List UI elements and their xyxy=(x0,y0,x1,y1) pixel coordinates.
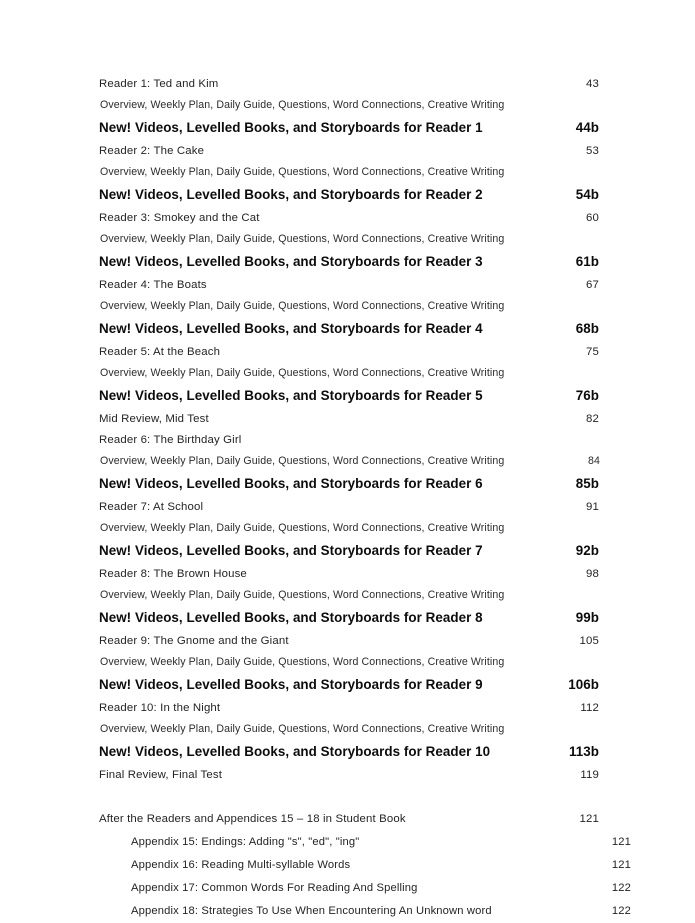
toc-sections-entry xyxy=(99,518,600,538)
toc-review-entry xyxy=(99,409,599,430)
toc-entry-page-number: 106b xyxy=(568,677,599,692)
toc-entry-page-number: 112 xyxy=(580,702,599,714)
toc-reader-entry xyxy=(99,208,599,229)
toc-entry-label: Appendix 16: Reading Multi-syllable Words xyxy=(131,859,351,871)
toc-entry-page-number: 67 xyxy=(586,279,599,291)
toc-entry-label: Reader 5: At the Beach xyxy=(99,346,221,358)
toc-entry-label: New! Videos, Levelled Books, and Storyboards for Reader 4 xyxy=(99,321,483,336)
toc-entry-label: New! Videos, Levelled Books, and Storyboards for Reader 6 xyxy=(99,476,483,491)
toc-entry-label: Overview, Weekly Plan, Daily Guide, Questions, Word Connections, Creative Writing xyxy=(100,99,505,111)
toc-entry-label: New! Videos, Levelled Books, and Storyboards for Reader 5 xyxy=(99,388,483,403)
toc-entry-page-number: 76b xyxy=(575,388,599,403)
toc-entry-page-number: 113b xyxy=(569,744,599,759)
toc-reader-entry xyxy=(99,497,599,518)
toc-sections-entry xyxy=(99,652,600,672)
toc-reader-entry xyxy=(99,74,599,95)
toc-entry-label: Final Review, Final Test xyxy=(99,769,223,781)
toc-entry-page-number: 92b xyxy=(575,543,599,558)
toc-entry-label: Overview, Weekly Plan, Daily Guide, Questions, Word Connections, Creative Writing xyxy=(100,522,505,534)
toc-entry-label: Overview, Weekly Plan, Daily Guide, Questions, Word Connections, Creative Writing xyxy=(100,367,505,379)
toc-entry-label: Mid Review, Mid Test xyxy=(99,413,209,425)
toc-entry-label: Overview, Weekly Plan, Daily Guide, Questions, Word Connections, Creative Writing xyxy=(100,589,505,601)
toc-reader-entry xyxy=(99,564,599,585)
toc-sections-entry xyxy=(99,451,600,471)
appendix-entry xyxy=(99,831,631,854)
toc-entry-page-number: 85b xyxy=(575,476,599,491)
toc-entry-label: New! Videos, Levelled Books, and Storyboards for Reader 9 xyxy=(99,677,483,692)
toc-entry-label: New! Videos, Levelled Books, and Storyboards for Reader 2 xyxy=(99,187,483,202)
appendix-entry xyxy=(99,877,631,900)
toc-sections-entry xyxy=(99,719,600,739)
toc-sections-entry xyxy=(99,585,600,605)
toc-entry-label: Overview, Weekly Plan, Daily Guide, Questions, Word Connections, Creative Writing xyxy=(100,166,505,178)
toc-entry-label: Reader 4: The Boats xyxy=(99,279,207,291)
toc-entry-page-number: 105 xyxy=(579,635,599,647)
toc-entry-page-number: 60 xyxy=(586,212,599,224)
appendix-list xyxy=(99,808,631,923)
toc-entry-label: New! Videos, Levelled Books, and Storyboards for Reader 8 xyxy=(99,610,483,625)
toc-sections-entry xyxy=(99,363,600,383)
toc-new-media-entry xyxy=(99,383,599,409)
appendix-section-heading xyxy=(99,808,599,831)
toc-entry-page-number: 121 xyxy=(611,859,631,871)
toc-entry-label: Overview, Weekly Plan, Daily Guide, Questions, Word Connections, Creative Writing xyxy=(100,455,505,467)
toc-entry-page-number: 53 xyxy=(586,145,599,157)
toc-sections-entry xyxy=(99,229,600,249)
toc-entry-label: New! Videos, Levelled Books, and Storyboards for Reader 7 xyxy=(99,543,483,558)
toc-new-media-entry xyxy=(99,538,599,564)
toc-review-entry xyxy=(99,765,599,786)
toc-entry-page-number: 121 xyxy=(579,813,599,825)
toc-entry-label: Reader 6: The Birthday Girl xyxy=(99,434,242,446)
toc-entry-label: New! Videos, Levelled Books, and Storyboards for Reader 3 xyxy=(99,254,483,269)
toc-new-media-entry xyxy=(99,471,599,497)
toc-new-media-entry xyxy=(99,672,599,698)
toc-entry-label: New! Videos, Levelled Books, and Storyboards for Reader 1 xyxy=(99,120,483,135)
toc-entry-page-number: 75 xyxy=(586,346,599,358)
toc-reader-entry xyxy=(99,342,599,363)
toc-new-media-entry xyxy=(99,605,599,631)
toc-entry-label: New! Videos, Levelled Books, and Storyboards for Reader 10 xyxy=(99,744,491,759)
toc-new-media-entry xyxy=(99,316,599,342)
toc-reader-entry xyxy=(99,275,599,296)
section-gap xyxy=(99,786,599,808)
toc-reader-entry xyxy=(99,631,599,652)
toc-entry-label: Reader 1: Ted and Kim xyxy=(99,78,219,90)
toc-entry-page-number: 91 xyxy=(586,501,599,513)
toc-sections-entry xyxy=(99,296,600,316)
toc-entry-page-number: 54b xyxy=(575,187,599,202)
toc-entry-page-number: 121 xyxy=(611,836,631,848)
toc-entry-page-number: 99b xyxy=(575,610,599,625)
toc-new-media-entry xyxy=(99,249,599,275)
toc-entry-page-number: 122 xyxy=(611,882,631,894)
toc-sections-entry xyxy=(99,95,600,115)
toc-new-media-entry xyxy=(99,115,599,141)
appendix-entry xyxy=(99,900,631,923)
toc-entry-page-number: 44b xyxy=(575,120,599,135)
toc-reader-entry xyxy=(99,141,599,162)
toc-entry-label: Reader 7: At School xyxy=(99,501,204,513)
toc-entry-label: Overview, Weekly Plan, Daily Guide, Questions, Word Connections, Creative Writing xyxy=(100,723,505,735)
toc-entry-label: Reader 3: Smokey and the Cat xyxy=(99,212,260,224)
appendix-entry xyxy=(99,854,631,877)
toc-entry-page-number: 43 xyxy=(586,78,599,90)
toc-entry-page-number: 119 xyxy=(580,769,599,781)
toc-entry-label: Reader 10: In the Night xyxy=(99,702,221,714)
toc-entry-page-number: 122 xyxy=(611,905,631,917)
toc-entry-label: Overview, Weekly Plan, Daily Guide, Questions, Word Connections, Creative Writing xyxy=(100,233,505,245)
toc-entry-label: Appendix 18: Strategies To Use When Encountering An Unknown word xyxy=(131,905,492,917)
toc-entry-label: Overview, Weekly Plan, Daily Guide, Questions, Word Connections, Creative Writing xyxy=(100,656,505,668)
toc-entry-label: After the Readers and Appendices 15 – 18 in Student Book xyxy=(99,813,406,825)
toc-entry-page-number: 61b xyxy=(575,254,599,269)
toc-entry-label: Reader 9: The Gnome and the Giant xyxy=(99,635,289,647)
toc-new-media-entry xyxy=(99,182,599,208)
toc-entry-label: Reader 8: The Brown House xyxy=(99,568,247,580)
toc-list xyxy=(99,74,599,786)
toc-entry-page-number: 68b xyxy=(575,321,599,336)
toc-entry-label: Appendix 15: Endings: Adding "s", "ed", "ing" xyxy=(131,836,360,848)
toc-new-media-entry xyxy=(99,739,599,765)
toc-entry-label: Overview, Weekly Plan, Daily Guide, Questions, Word Connections, Creative Writing xyxy=(100,300,505,312)
toc-entry-page-number: 98 xyxy=(586,568,599,580)
toc-reader-entry xyxy=(99,698,599,719)
toc-entry-page-number: 84 xyxy=(588,455,600,467)
toc-entry-label: Reader 2: The Cake xyxy=(99,145,205,157)
toc-sections-entry xyxy=(99,162,600,182)
toc-entry-page-number: 82 xyxy=(586,413,599,425)
toc-entry-label: Appendix 17: Common Words For Reading And Spelling xyxy=(131,882,418,894)
toc-reader-entry xyxy=(99,430,599,451)
